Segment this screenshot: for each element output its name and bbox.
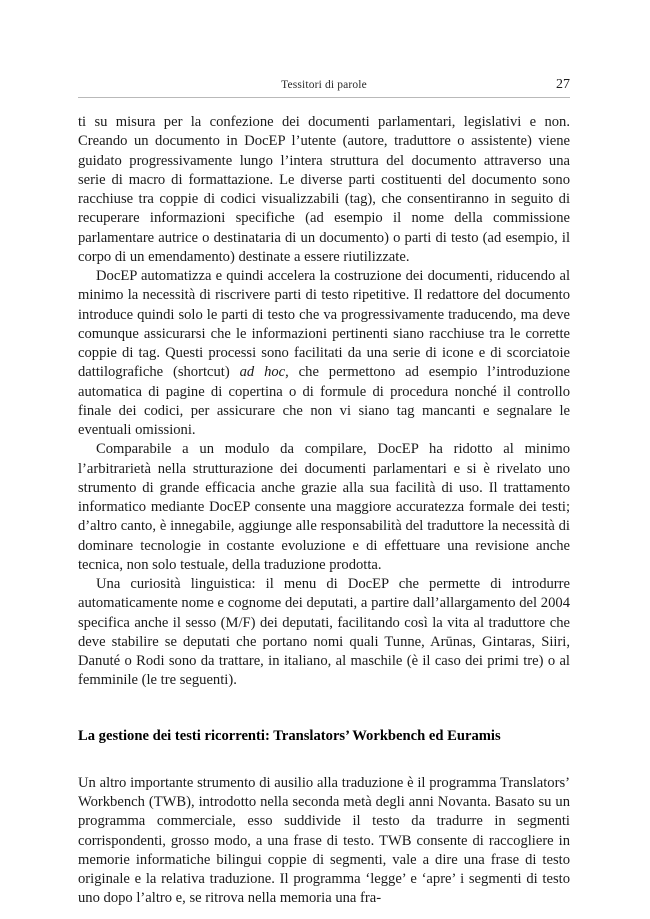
running-head (78, 78, 570, 98)
paragraph-comparabile: Comparabile a un modulo da compilare, DocEP ha ridotto al minimo l’arbitrarietà nella strutturazione dei documenti parlamentari e si è rivelato uno strumento di grande efficacia anche grazie alla sua facilità di uso. Il trattamento informatico mediante DocEP consente una maggiore accuratezza formale dei testi; d’altro canto, è innegabile, aggiunge alle responsabilità del traduttore la necessità di dominare tecnologie in costante evoluzione e di effettuare una revisione anche tecnica, non solo testuale, della traduzione prodotta. (78, 441, 570, 573)
paragraph-curiosita-linguistica: Una curiosità linguistica: il menu di DocEP che permette di introdurre automaticamente nome e cognome dei deputati, a partire dall’allargamento del 2004 specifica anche il sesso (M/F) dei deputati, facilitando così la vita al traduttore che deve stabilire se deputati che portano nomi quali Tunne, Arūnas, Gintaras, Siiri, Danuté o Rodi sono da trattare, in italiano, al maschile (è il caso dei primi tre) o al femminile (le tre seguenti). (78, 576, 570, 689)
page-number: 27 (556, 77, 570, 92)
paragraph-translators-workbench: Un altro importante strumento di ausilio alla traduzione è il programma Translators’ Workbench (TWB), introdotto nella seconda metà degli anni Novanta. Basato su un programma commerciale, esso suddivide il testo da tradurre in segmenti corrispondenti, grosso modo, a una frase di testo. TWB consente di raccogliere in memorie informatiche bilingui coppie di segmenti, vale a dire una frase di testo originale e la relativa traduzione. Il programma ‘legge’ e ‘apre’ i segmenti di testo uno dopo l’altro e, se ritrova nella memoria una fra- (78, 774, 570, 907)
latin-phrase-ad-hoc: ad hoc (239, 364, 286, 381)
paragraph-text-part-b: , che permettono ad esempio l’introduzione automatica di pagine di copertina o di formule di procedura nonché il controllo finale dei codici, per assicurare che non vi siano tag mancanti e segnalare le eventuali omissioni. (78, 364, 570, 438)
text-column (78, 113, 570, 909)
paragraph-docep-automation (78, 267, 570, 440)
running-head-title: Tessitori di parole (281, 79, 367, 91)
paragraph-continued: ti su misura per la confezione dei documenti parlamentari, legislativi e non. Creando un documento in DocEP l’utente (autore, traduttore o assistente) viene guidato progressivamente lungo l’intera struttura del documento attraverso una serie di macro di formattazione. Le diverse parti costituenti del documento sono racchiuse tra coppie di codici visualizzabili (tag), che consentiranno in seguito di recuperare informazioni specifiche (ad esempio il nome della commissione parlamentare autrice o destinataria di un documento) o parti di testo (ad esempio, il corpo di un emendamento) destinate a essere riutilizzate. (78, 114, 570, 265)
heading-spacer-above (78, 691, 570, 727)
section-heading: La gestione dei testi ricorrenti: Translators’ Workbench ed Euramis (78, 727, 501, 744)
heading-spacer-below (78, 746, 570, 774)
paragraph-text-part-a: DocEP automatizza e quindi accelera la costruzione dei documenti, riducendo al minimo la necessità di riscrivere parti di testo ripetitive. Il redattore del documento introduce quindi solo le parti di testo che va progressivamente traducendo, ma deve comunque assicurarsi che le informazioni pertinenti siano racchiuse tra le corrette coppie di tag. Questi processi sono facilitati da una serie di icone e di scorciatoie dattilografiche (shortcut) (78, 268, 570, 381)
